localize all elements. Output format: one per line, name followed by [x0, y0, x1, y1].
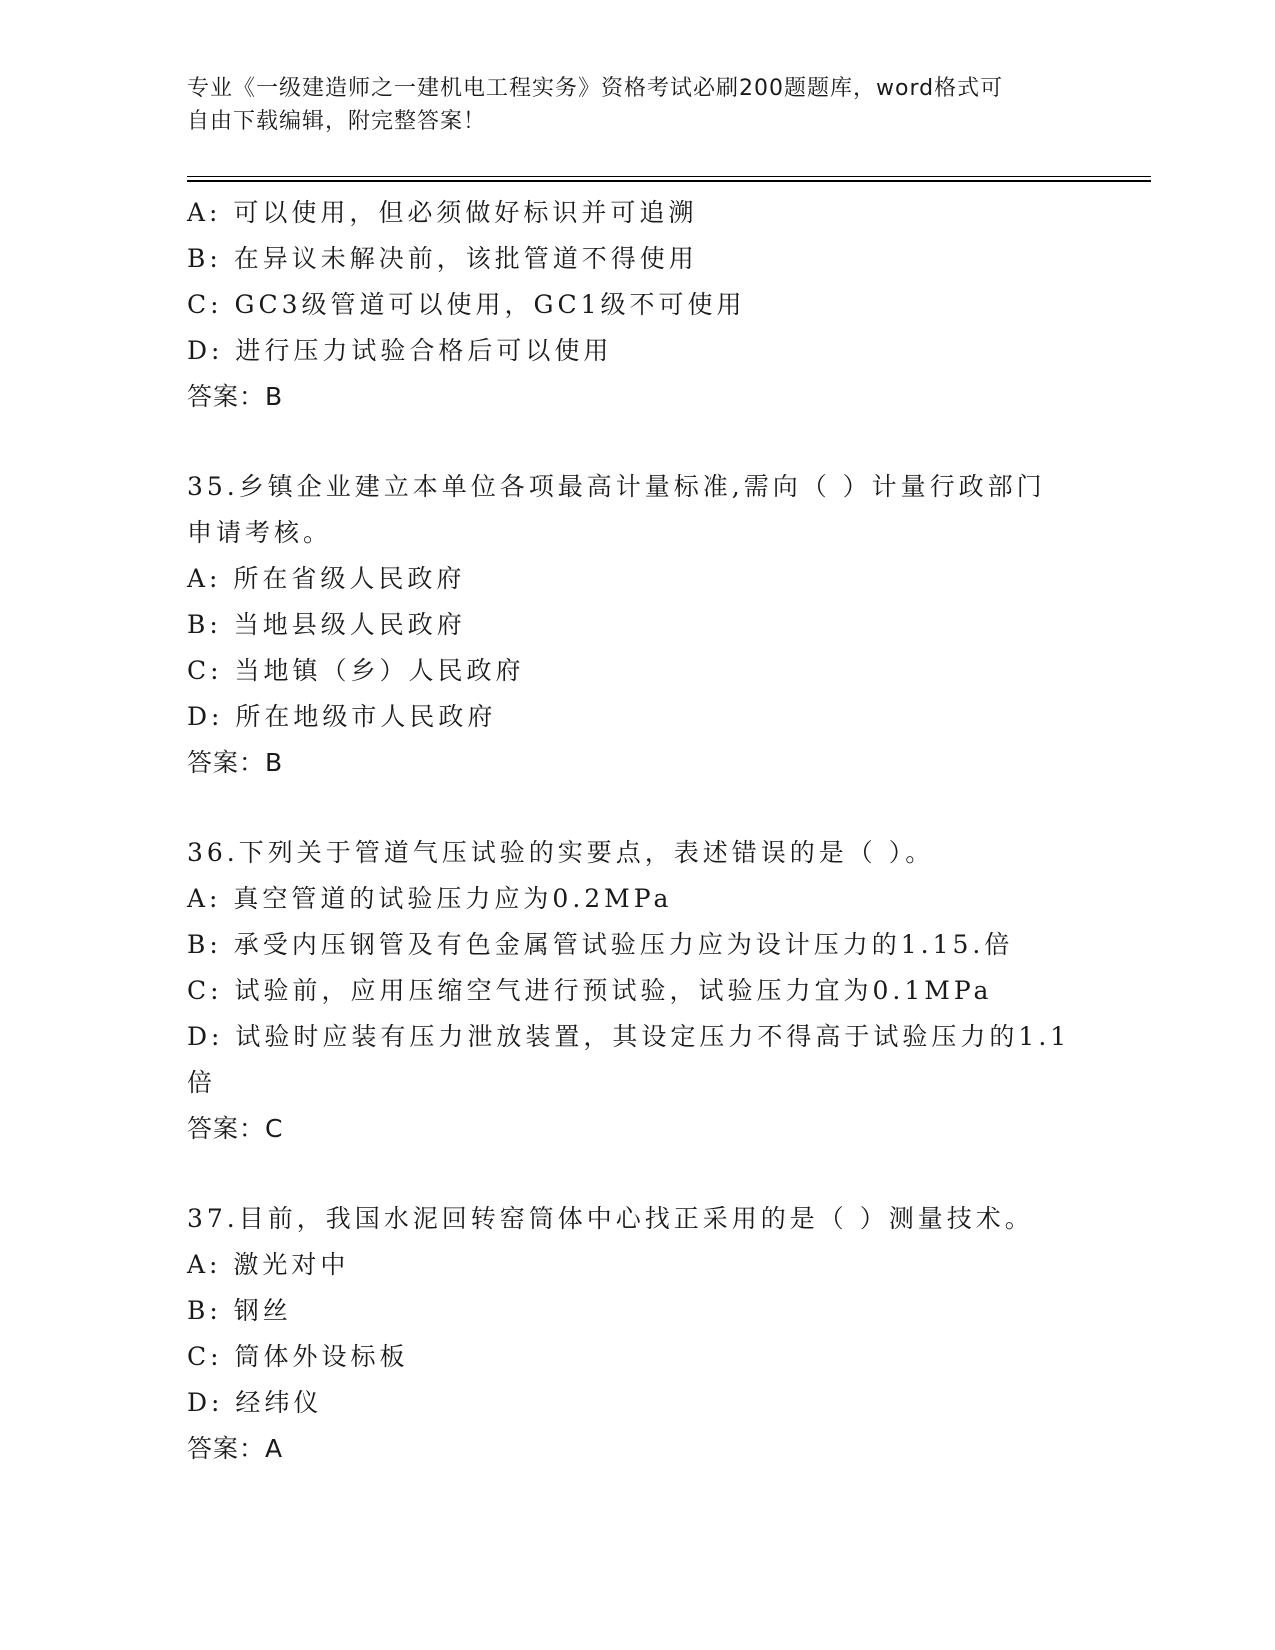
question-stem: 37.目前，我国水泥回转窑筒体中心找正采用的是（ ）测量技术。: [187, 1204, 1034, 1233]
question-35: [187, 464, 1087, 786]
option-b: B: 在异议未解决前，该批管道不得使用: [187, 244, 698, 273]
option-b: B: 承受内压钢管及有色金属管试验压力应为设计压力的1.15.倍: [187, 930, 1014, 959]
header-divider-thick: [187, 180, 1151, 182]
question-stem: 36.下列关于管道气压试验的实要点，表述错误的是（ ）。: [187, 838, 935, 867]
option-a: A: 真空管道的试验压力应为0.2MPa: [187, 884, 673, 913]
option-d: D: 所在地级市人民政府: [187, 702, 497, 731]
spacer: [187, 1152, 1087, 1196]
document-header: [187, 72, 1087, 138]
question-34-tail: [187, 190, 1087, 420]
option-a: A: 可以使用，但必须做好标识并可追溯: [187, 198, 698, 227]
question-list: [187, 190, 1087, 1472]
question-36: [187, 830, 1087, 1152]
header-line-2: 自由下载编辑，附完整答案！: [187, 109, 487, 134]
spacer: [187, 786, 1087, 830]
header-divider-thin: [187, 176, 1151, 177]
option-c: C: 筒体外设标板: [187, 1342, 409, 1371]
spacer: [187, 420, 1087, 464]
option-d: D: 试验时应装有压力泄放装置，其设定压力不得高于试验压力的1.1: [187, 1022, 1071, 1051]
answer: 答案：C: [187, 1114, 284, 1143]
option-b: B: 钢丝: [187, 1296, 292, 1325]
option-a: A: 激光对中: [187, 1250, 350, 1279]
header-line-1: 专业《一级建造师之一建机电工程实务》资格考试必刷200题题库，word格式可: [187, 76, 1004, 101]
question-stem-continued: 申请考核。: [187, 518, 333, 547]
option-c: C: 试验前，应用压缩空气进行预试验，试验压力宜为0.1MPa: [187, 976, 993, 1005]
option-d-continued: 倍: [187, 1068, 217, 1097]
answer: 答案：B: [187, 748, 284, 777]
option-c: C: 当地镇（乡）人民政府: [187, 656, 525, 685]
option-a: A: 所在省级人民政府: [187, 564, 466, 593]
option-b: B: 当地县级人民政府: [187, 610, 466, 639]
option-c: C: GC3级管道可以使用，GC1级不可使用: [187, 290, 746, 319]
question-37: [187, 1196, 1087, 1472]
question-stem: 35.乡镇企业建立本单位各项最高计量标准,需向（ ）计量行政部门: [187, 472, 1046, 501]
answer: 答案：A: [187, 1434, 284, 1463]
answer: 答案：B: [187, 382, 284, 411]
option-d: D: 进行压力试验合格后可以使用: [187, 336, 613, 365]
option-d: D: 经纬仪: [187, 1388, 323, 1417]
